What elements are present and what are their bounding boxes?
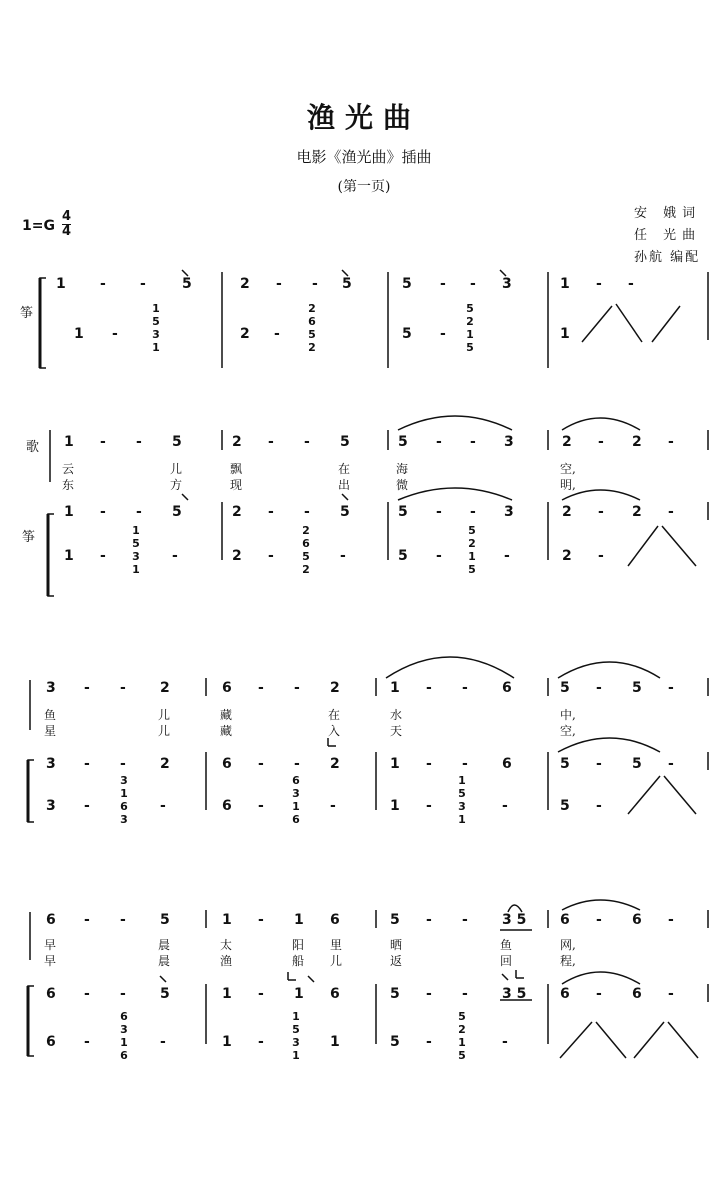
note: 6 (46, 1034, 56, 1050)
note: 1 (330, 1034, 340, 1050)
lyric: 儿 (330, 954, 343, 968)
lyric: 出 (338, 478, 351, 492)
note: - (596, 680, 602, 696)
note: - (668, 680, 674, 696)
note: - (470, 504, 476, 520)
lyric: 中, (560, 708, 576, 722)
note: 6 (560, 986, 570, 1002)
chord-note: 2 (466, 315, 474, 328)
note: 5 (390, 1034, 400, 1050)
note: - (258, 798, 264, 814)
note: 3 (46, 798, 56, 814)
note: - (276, 276, 282, 292)
note: 1 (294, 986, 304, 1002)
note: - (440, 276, 446, 292)
note: - (172, 548, 178, 564)
chord-note: 1 (458, 1036, 466, 1049)
lyric: 入 (328, 724, 341, 738)
note: 6 (502, 680, 512, 696)
note: - (470, 276, 476, 292)
note: - (596, 756, 602, 772)
note: 2 (330, 756, 340, 772)
chord-note: 5 (292, 1023, 300, 1036)
chord (118, 774, 130, 826)
lyric: 方 (170, 478, 183, 492)
note: 6 (330, 912, 340, 928)
note: 2 (232, 548, 242, 564)
note: - (502, 798, 508, 814)
note: 3 5 (502, 986, 527, 1002)
note: 2 (160, 756, 170, 772)
chord-note: 1 (468, 550, 476, 563)
note: 3 (46, 680, 56, 696)
note: 1 (222, 986, 232, 1002)
note: - (426, 986, 432, 1002)
note: 6 (46, 986, 56, 1002)
note: - (426, 756, 432, 772)
note: - (304, 434, 310, 450)
note: 2 (562, 434, 572, 450)
note: 6 (502, 756, 512, 772)
note: - (436, 434, 442, 450)
chord (300, 524, 312, 576)
lyric: 儿 (158, 708, 171, 722)
note: 3 (46, 756, 56, 772)
note: - (598, 548, 604, 564)
note: - (258, 912, 264, 928)
note: - (120, 986, 126, 1002)
note: - (312, 276, 318, 292)
note: - (100, 504, 106, 520)
chord-note: 5 (458, 1049, 466, 1062)
lyric: 在 (338, 462, 351, 476)
note: 3 (504, 504, 514, 520)
subtitle: 电影《渔光曲》插曲 (296, 148, 432, 166)
lyric: 空, (560, 724, 576, 738)
note: 5 (560, 798, 570, 814)
note: 6 (330, 986, 340, 1002)
note: 2 (632, 504, 642, 520)
lyric: 阳 (292, 938, 305, 952)
chord-note: 5 (466, 341, 474, 354)
note: - (436, 504, 442, 520)
lyric: 返 (390, 954, 403, 968)
note: 6 (560, 912, 570, 928)
note: - (258, 1034, 264, 1050)
note: - (628, 276, 634, 292)
note: - (84, 798, 90, 814)
note: 6 (46, 912, 56, 928)
lyric: 水 (390, 708, 403, 722)
chord-note: 1 (292, 1049, 300, 1062)
time-denominator: 4 (62, 224, 72, 239)
note: - (340, 548, 346, 564)
note: 1 (390, 756, 400, 772)
credit-composer: 任 光曲 (634, 228, 702, 243)
chord-note: 6 (120, 1010, 128, 1023)
chord (118, 1010, 130, 1062)
chord-note: 1 (132, 563, 140, 576)
note: - (596, 276, 602, 292)
note: 2 (232, 504, 242, 520)
note: - (426, 912, 432, 928)
note: 5 (182, 276, 192, 292)
chord-note: 1 (152, 302, 160, 315)
chord (456, 1010, 468, 1062)
note: - (268, 434, 274, 450)
lyric: 藏 (220, 724, 233, 738)
note: 5 (340, 504, 350, 520)
note: 5 (342, 276, 352, 292)
chord-note: 5 (458, 787, 466, 800)
note: - (84, 756, 90, 772)
chord-note: 1 (132, 524, 140, 537)
chord-note: 6 (120, 1049, 128, 1062)
note: - (100, 548, 106, 564)
note: - (100, 434, 106, 450)
note: 5 (402, 326, 412, 342)
note: 1 (222, 912, 232, 928)
note: 5 (172, 504, 182, 520)
note: 3 (504, 434, 514, 450)
note: - (598, 434, 604, 450)
note: 2 (330, 680, 340, 696)
note: 2 (632, 434, 642, 450)
lyric: 海 (396, 462, 409, 476)
chord-note: 1 (466, 328, 474, 341)
note: - (426, 1034, 432, 1050)
note: 2 (562, 548, 572, 564)
note: - (140, 276, 146, 292)
note: 6 (632, 986, 642, 1002)
lyric: 晨 (158, 954, 171, 968)
note: 2 (240, 276, 250, 292)
lyric: 晨 (158, 938, 171, 952)
lyric: 鱼 (500, 938, 513, 952)
lyric: 早 (44, 938, 57, 952)
note: 1 (64, 548, 74, 564)
time-signature (62, 210, 71, 239)
note: - (440, 326, 446, 342)
note: 5 (172, 434, 182, 450)
note: - (136, 434, 142, 450)
lyric: 飘 (230, 462, 243, 476)
chord-note: 1 (120, 787, 128, 800)
chord-note: 2 (468, 537, 476, 550)
note: 5 (398, 548, 408, 564)
note: - (504, 548, 510, 564)
note: - (268, 548, 274, 564)
chord (306, 302, 318, 354)
note: 5 (390, 986, 400, 1002)
chord-note: 3 (292, 1036, 300, 1049)
note: - (462, 756, 468, 772)
chord-note: 3 (120, 1023, 128, 1036)
lyric: 回 (500, 954, 513, 968)
lyric: 儿 (170, 462, 183, 476)
note: 6 (222, 756, 232, 772)
note: 5 (560, 756, 570, 772)
chord-note: 3 (120, 813, 128, 826)
chord-note: 6 (120, 800, 128, 813)
note: - (668, 756, 674, 772)
lyric: 程, (560, 954, 576, 968)
lyric: 太 (220, 938, 233, 952)
chord-note: 5 (468, 524, 476, 537)
note: 5 (402, 276, 412, 292)
note: - (258, 986, 264, 1002)
lyric: 在 (328, 708, 341, 722)
note: - (112, 326, 118, 342)
lyric: 天 (390, 724, 403, 738)
lyric: 早 (44, 954, 57, 968)
chord-note: 6 (308, 315, 316, 328)
chord-note: 3 (458, 800, 466, 813)
note: 5 (398, 504, 408, 520)
note: - (502, 1034, 508, 1050)
note: - (100, 276, 106, 292)
note: 1 (294, 912, 304, 928)
note: 5 (390, 912, 400, 928)
note: 5 (160, 912, 170, 928)
note: - (426, 680, 432, 696)
note: 1 (64, 504, 74, 520)
lyric: 明, (560, 478, 576, 492)
lyric: 东 (62, 478, 75, 492)
chord (130, 524, 142, 576)
note: 5 (632, 680, 642, 696)
note: - (668, 912, 674, 928)
lyric: 星 (44, 724, 57, 738)
chord (290, 1010, 302, 1062)
lyric: 里 (330, 938, 343, 952)
chord-note: 5 (132, 537, 140, 550)
note: - (258, 680, 264, 696)
label-zheng-2: 筝 (22, 530, 36, 545)
label-zheng-1: 筝 (20, 306, 34, 321)
note: - (668, 434, 674, 450)
chord-note: 1 (458, 774, 466, 787)
note: 3 5 (502, 912, 527, 928)
note: - (668, 504, 674, 520)
chord-note: 1 (292, 1010, 300, 1023)
note: - (470, 434, 476, 450)
note: - (120, 912, 126, 928)
note: 1 (222, 1034, 232, 1050)
note: - (436, 548, 442, 564)
chord-note: 5 (302, 550, 310, 563)
chord-note: 2 (302, 524, 310, 537)
lyric: 渔 (220, 954, 233, 968)
note: 1 (64, 434, 74, 450)
note: - (274, 326, 280, 342)
lyric: 晒 (390, 938, 403, 952)
time-numerator: 4 (62, 209, 72, 224)
note: 6 (222, 680, 232, 696)
chord-note: 3 (292, 787, 300, 800)
note: 5 (632, 756, 642, 772)
chord-note: 2 (302, 563, 310, 576)
note: - (136, 504, 142, 520)
lyric: 鱼 (44, 708, 57, 722)
note: - (462, 680, 468, 696)
chord-note: 5 (466, 302, 474, 315)
chord-note: 1 (458, 813, 466, 826)
note: 1 (56, 276, 66, 292)
chord-note: 2 (458, 1023, 466, 1036)
chord-note: 6 (302, 537, 310, 550)
chord-note: 2 (308, 341, 316, 354)
chord-note: 1 (152, 341, 160, 354)
note: 1 (74, 326, 84, 342)
note: - (120, 680, 126, 696)
chord-note: 3 (132, 550, 140, 563)
lyric: 现 (230, 478, 243, 492)
note: 6 (222, 798, 232, 814)
note: 2 (232, 434, 242, 450)
note: 1 (560, 326, 570, 342)
note: - (596, 798, 602, 814)
note: 2 (562, 504, 572, 520)
note: - (462, 986, 468, 1002)
label-ge-2: 歌 (26, 440, 40, 455)
chord (150, 302, 162, 354)
note: 2 (240, 326, 250, 342)
note: - (84, 1034, 90, 1050)
chord-note: 2 (308, 302, 316, 315)
note: - (258, 756, 264, 772)
chord-note: 1 (120, 1036, 128, 1049)
lyric: 儿 (158, 724, 171, 738)
note: 5 (398, 434, 408, 450)
note: - (596, 912, 602, 928)
note: - (596, 986, 602, 1002)
note: 1 (560, 276, 570, 292)
note: - (84, 680, 90, 696)
key-signature: 1=G (22, 218, 55, 234)
chord-note: 5 (308, 328, 316, 341)
chord-note: 5 (468, 563, 476, 576)
lyric: 藏 (220, 708, 233, 722)
credit-lyricist: 安 娥词 (634, 206, 702, 221)
note: 6 (632, 912, 642, 928)
note: - (598, 504, 604, 520)
chord-note: 3 (120, 774, 128, 787)
note: - (84, 912, 90, 928)
chord-note: 5 (458, 1010, 466, 1023)
lyric: 空, (560, 462, 576, 476)
note: - (294, 680, 300, 696)
note: - (268, 504, 274, 520)
note: 3 (502, 276, 512, 292)
note: 5 (340, 434, 350, 450)
chord-note: 3 (152, 328, 160, 341)
chord (466, 524, 478, 576)
page-title: 渔光曲 (306, 101, 421, 134)
note: - (668, 986, 674, 1002)
sys1-top-notes (56, 276, 66, 292)
note: - (426, 798, 432, 814)
chord-note: 6 (292, 774, 300, 787)
note: 5 (160, 986, 170, 1002)
lyric: 船 (292, 954, 305, 968)
chord-note: 6 (292, 813, 300, 826)
chord-note: 5 (152, 315, 160, 328)
note: - (160, 1034, 166, 1050)
note: - (120, 756, 126, 772)
page-number: (第一页) (337, 179, 391, 195)
note: 2 (160, 680, 170, 696)
note: - (160, 798, 166, 814)
lyric: 微 (396, 478, 409, 492)
note: 1 (390, 798, 400, 814)
note: - (294, 756, 300, 772)
credit-arranger: 孙航 编配 (634, 250, 701, 265)
note: - (304, 504, 310, 520)
note: 1 (390, 680, 400, 696)
chord-note: 1 (292, 800, 300, 813)
chord (456, 774, 468, 826)
lyric: 云 (62, 462, 75, 476)
chord (290, 774, 302, 826)
note: 5 (560, 680, 570, 696)
lyric: 网, (560, 938, 576, 952)
note: - (84, 986, 90, 1002)
chord (464, 302, 476, 354)
note: - (462, 912, 468, 928)
note: - (330, 798, 336, 814)
